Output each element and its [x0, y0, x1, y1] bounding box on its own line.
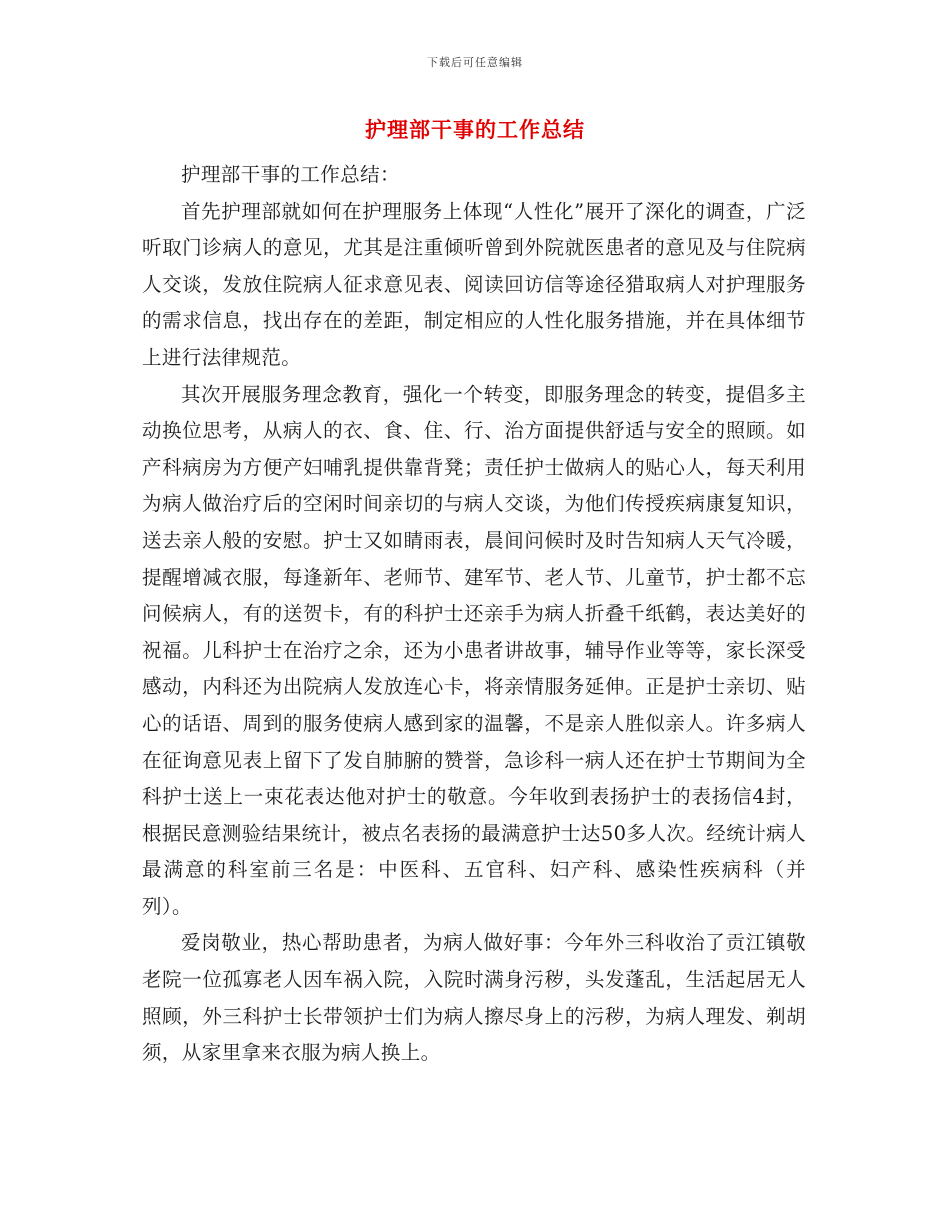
- paragraph-first: 首先护理部就如何在护理服务上体现“人性化”展开了深化的调查，广泛听取门诊病人的意见，尤其是注重倾听曾到外院就医患者的意见及与住院病人交谈，发放住院病人征求意见表、阅读回访信等途径猎取病人对护理服务的需求信息，找出存在的差距，制定相应的人性化服务措施，并在具体细节上进行法律规范。: [142, 199, 806, 369]
- document-body: [142, 157, 806, 1072]
- document-title: 护理部干事的工作总结: [365, 117, 585, 142]
- paragraph-second: 其次开展服务理念教育，强化一个转变，即服务理念的转变，提倡多主动换位思考，从病人的衣、食、住、行、治方面提供舒适与安全的照顾。如产科病房为方便产妇哺乳提供靠背凳；责任护士做病人的贴心人，每天利用为病人做治疗后的空闲时间亲切的与病人交谈，为他们传授疾病康复知识，送去亲人般的安慰。护士又如睛雨表，晨间问候时及时告知病人天气冷暖，提醒增减衣服，每逢新年、老师节、建军节、老人节、儿童节，护士都不忘问候病人，有的送贺卡，有的科护士还亲手为病人折叠千纸鹤，表达美好的祝福。儿科护士在治疗之余，还为小患者讲故事，辅导作业等等，家长深受感动，内科还为出院病人发放连心卡，将亲情服务延伸。正是护士亲切、贴心的话语、周到的服务使病人感到家的温馨，不是亲人胜似亲人。许多病人在征询意见表上留下了发自肺腑的赞誉，急诊科一病人还在护士节期间为全科护士送上一束花表达他对护士的敬意。今年收到表扬护士的表扬信4封，根据民意测验结果统计，被点名表扬的最满意护士达50多人次。经统计病人最满意的科室前三名是：中医科、五官科、妇产科、感染性疾病科（并列）。: [142, 382, 806, 918]
- paragraph-third: 爱岗敬业，热心帮助患者，为病人做好事：今年外三科收治了贡江镇敬老院一位孤寡老人因车祸入院，入院时满身污秽，头发蓬乱，生活起居无人照顾，外三科护士长带领护士们为病人擦尽身上的污秽，为病人理发、剃胡须，从家里拿来衣服为病人换上。: [142, 931, 806, 1065]
- header-note: 下载后可任意编辑: [427, 56, 523, 69]
- paragraph-intro: 护理部干事的工作总结：: [181, 163, 400, 186]
